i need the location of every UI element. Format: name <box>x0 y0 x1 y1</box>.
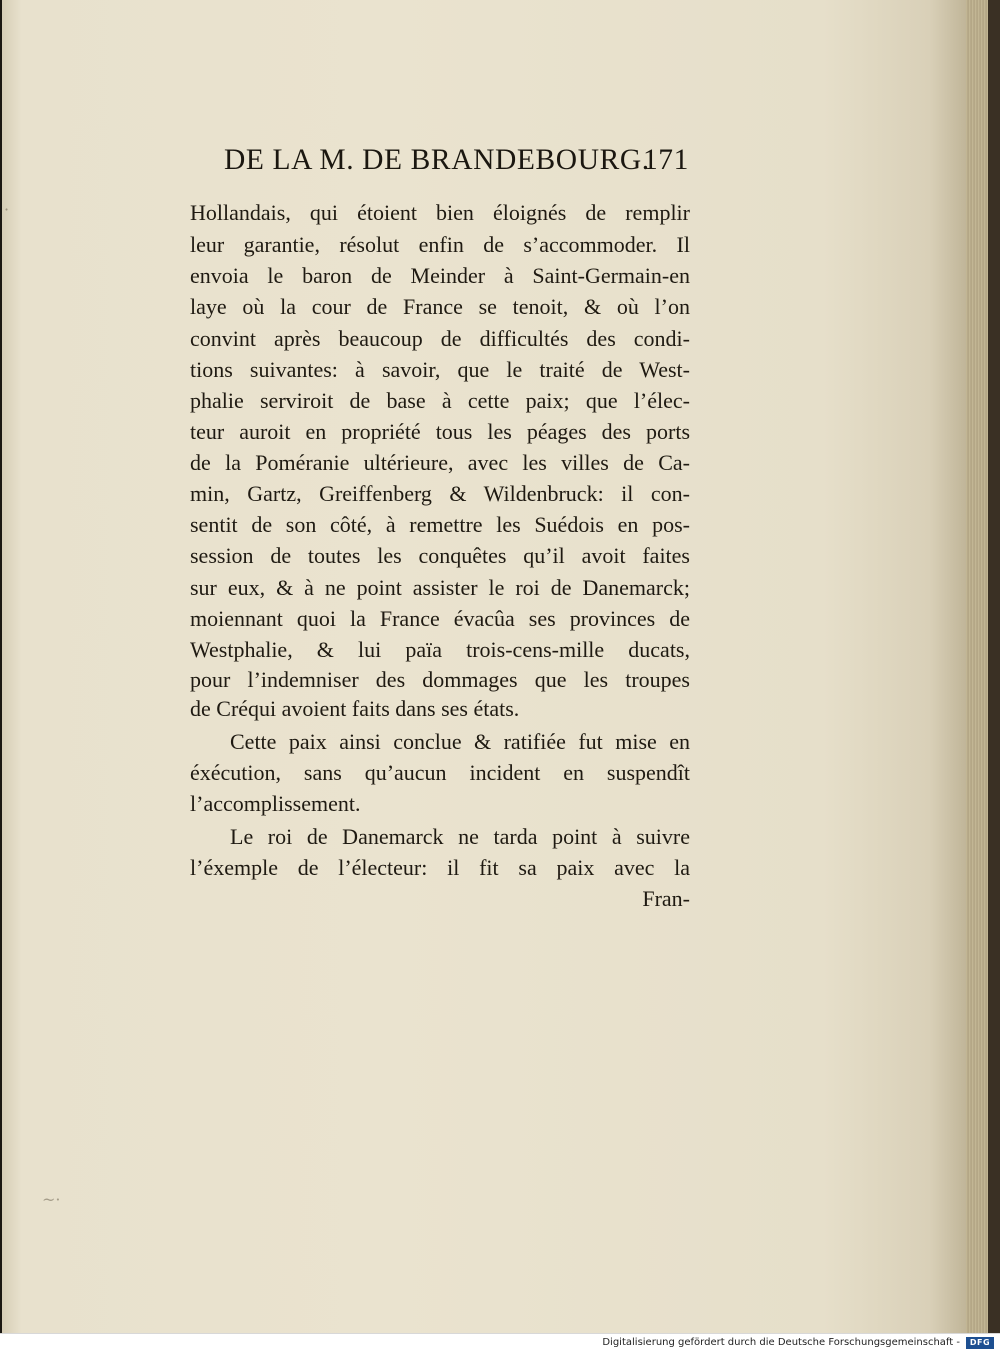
text-line: moiennant quoi la France évacûa ses provinces de <box>190 606 690 631</box>
running-head-title: DE LA M. DE BRANDEBOURG. <box>224 144 650 176</box>
margin-smudge: ~· <box>42 1190 61 1209</box>
paper-page <box>2 0 968 1333</box>
paragraph-first-line: Cette paix ainsi conclue & ratifiée fut mise en <box>230 729 690 754</box>
text-line: éxécution, sans qu’aucun incident en suspendît <box>190 760 690 785</box>
text-line: de Créqui avoient faits dans ses états. <box>190 696 520 721</box>
text-line: l’éxemple de l’électeur: il fit sa paix avec la <box>190 855 690 880</box>
text-line: envoia le baron de Meinder à Saint-Germain-en <box>190 263 690 288</box>
margin-smudge: · <box>4 200 10 219</box>
paragraph-first-line: Le roi de Danemarck ne tarda point à suivre <box>230 824 690 849</box>
catchword: Fran- <box>642 886 690 911</box>
text-line: sentit de son côté, à remettre les Suédois en pos- <box>190 512 690 537</box>
text-line: Westphalie, & lui païa trois-cens-mille ducats, <box>190 637 690 662</box>
text-line: sur eux, & à ne point assister le roi de Danemarck; <box>190 575 690 600</box>
text-line: convint après beaucoup de difficultés des condi- <box>190 326 690 351</box>
page-number: 171 <box>642 144 689 176</box>
text-line: leur garantie, résolut enfin de s’accommoder. Il <box>190 232 690 257</box>
text-line: tions suivantes: à savoir, que le traité de West- <box>190 357 690 382</box>
text-line: laye où la cour de France se tenoit, & où l’on <box>190 294 690 319</box>
digitization-credit: Digitalisierung gefördert durch die Deutsche Forschungsgemeinschaft - <box>602 1337 960 1348</box>
text-line: de la Poméranie ultérieure, avec les villes de Ca- <box>190 450 690 475</box>
text-line: min, Gartz, Greiffenberg & Wildenbruck: il con- <box>190 481 690 506</box>
text-line: session de toutes les conquêtes qu’il avoit faites <box>190 543 690 568</box>
footer-bar <box>0 1333 1000 1353</box>
book-cover-edge <box>988 0 1000 1333</box>
text-line: phalie serviroit de base à cette paix; que l’élec- <box>190 388 690 413</box>
text-line: pour l’indemniser des dommages que les troupes <box>190 667 690 692</box>
text-line: teur auroit en propriété tous les péages des ports <box>190 419 690 444</box>
text-line: Hollandais, qui étoient bien éloignés de remplir <box>190 200 690 225</box>
dfg-logo: DFG <box>966 1337 994 1349</box>
running-head <box>224 144 689 177</box>
text-line: l’accomplissement. <box>190 791 361 816</box>
page-stack-edge <box>966 0 988 1333</box>
